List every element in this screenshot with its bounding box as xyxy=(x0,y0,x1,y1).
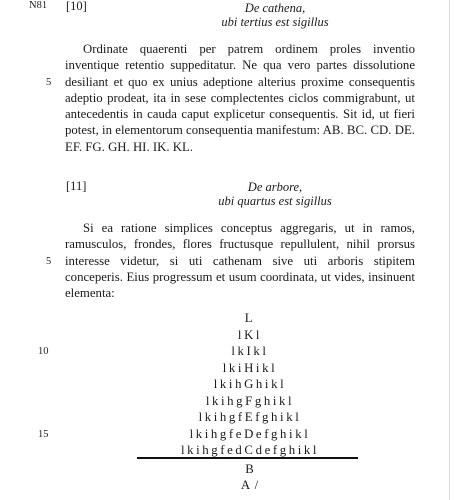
line-number: 15 xyxy=(38,429,49,440)
tree-row: L xyxy=(244,311,256,325)
section-paragraph: Si ea ratione simplices conceptus aggregaris, ut in ramos, ramusculos, frondes, flores fructusque repullulent, nihil prorsus interesse videtur, si uti cathenam sive uti arboris stipitem conceperis. Eius progressum et usum coordinata, ut vides, insinuent elementa: xyxy=(65,221,415,301)
tree-row: lkIkl xyxy=(231,344,269,358)
section-paragraph: Ordinate quaerenti per patrem ordinem proles inventio inventique retentio suppeditatur. Ne qua vero partes dissolutione desiliant et quo ex unius adeptione alterius proxime consequentis adeptio prodeat, ita in sese complectentes ciclos commigrabunt, ut antecedentis in cauda caput explicetur consequentis. Sit id, ut fieri potest, in elementorum consequentia manifestum: AB. BC. CD. DE. EF. FG. GH. HI. IK. KL. xyxy=(65,42,415,154)
tree-row: lkihgfeDefghikl xyxy=(189,427,311,441)
tree-row: lKl xyxy=(237,328,263,342)
tree-row: lkihGhikl xyxy=(213,377,287,391)
tree-ground-line xyxy=(137,457,358,459)
section-title-line: De cathena, xyxy=(244,1,306,15)
tree-row: lkiHikl xyxy=(222,361,278,375)
edition-marker: N81 xyxy=(29,0,48,11)
line-number: 10 xyxy=(38,346,49,357)
section-subtitle-line: ubi tertius est sigillus xyxy=(221,15,329,29)
section-number: [11] xyxy=(66,179,87,193)
tree-base-letter: A / xyxy=(240,478,260,492)
page-edge-rule xyxy=(449,0,450,500)
section-title xyxy=(120,180,430,208)
tree-base-letter: B xyxy=(245,462,255,476)
section-subtitle-line: ubi quartus est sigillus xyxy=(218,194,332,208)
tree-row: lkihgfedCdefghikl xyxy=(180,443,320,457)
line-number: 5 xyxy=(46,256,52,267)
section-title-line: De arbore, xyxy=(247,180,303,194)
line-number: 5 xyxy=(46,77,52,88)
section-title xyxy=(120,1,430,29)
tree-row: lkihgFghikl xyxy=(205,394,295,408)
tree-row: lkihgfEfghikl xyxy=(198,410,302,424)
section-number: [10] xyxy=(66,0,87,13)
